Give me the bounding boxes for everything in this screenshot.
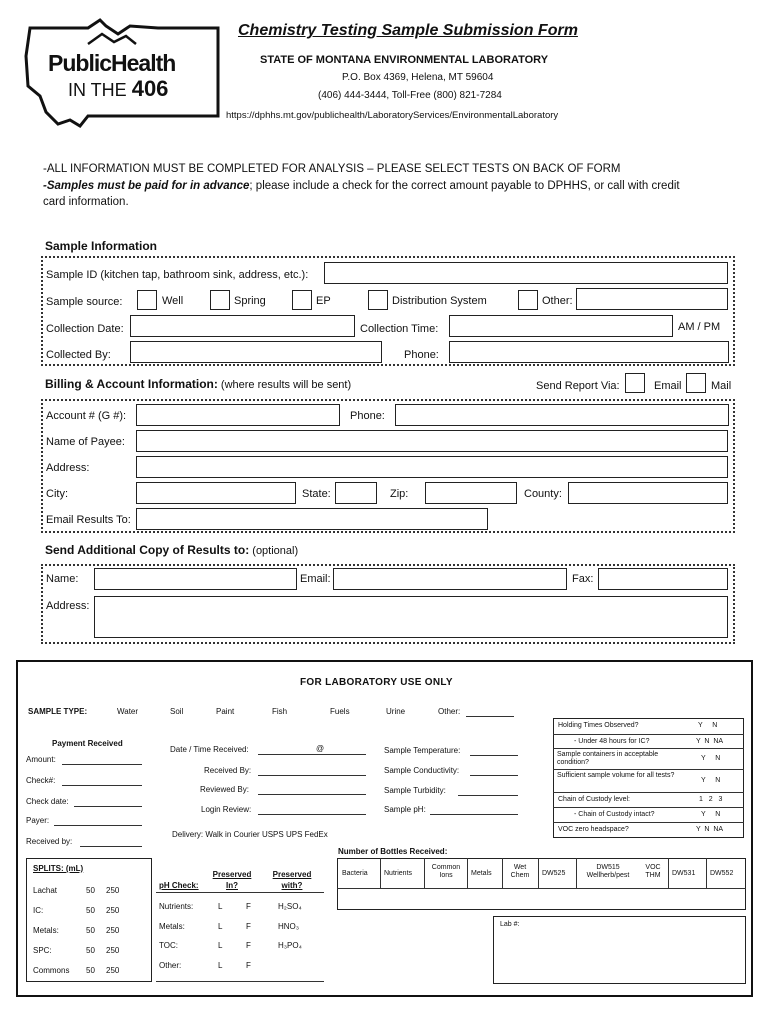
date-time-line[interactable] bbox=[258, 754, 366, 755]
holding-q2-opts[interactable]: Y N NA bbox=[696, 738, 724, 745]
col-metals: Metals bbox=[471, 870, 492, 877]
collected-by-input[interactable] bbox=[130, 341, 382, 363]
at-symbol: @ bbox=[316, 744, 325, 753]
account-label: Account # (G #): bbox=[46, 410, 127, 422]
form-title: Chemistry Testing Sample Submission Form bbox=[238, 22, 578, 39]
notice-rest: ; please include a check for the correct amount payable to DPHHS, or call with credit bbox=[249, 180, 680, 192]
copy-name-label: Name: bbox=[46, 573, 79, 585]
temp-line[interactable] bbox=[470, 755, 518, 756]
mail-checkbox[interactable] bbox=[686, 373, 706, 393]
payee-input[interactable] bbox=[136, 430, 728, 452]
split-lachat-250[interactable]: 250 bbox=[106, 886, 120, 895]
payee-label: Name of Payee: bbox=[46, 436, 125, 448]
logo-line2a: IN THE bbox=[68, 80, 127, 100]
lab-number-box[interactable] bbox=[493, 916, 746, 984]
notice-line1: -ALL INFORMATION MUST BE COMPLETED FOR ANALYSIS – PLEASE SELECT TESTS ON BACK OF FORM bbox=[43, 163, 621, 175]
bottles-heading: Number of Bottles Received: bbox=[338, 847, 448, 856]
ph-nutrients-l[interactable]: L bbox=[218, 902, 223, 911]
org-phone: (406) 444-3444, Toll-Free (800) 821-7284 bbox=[318, 90, 502, 101]
type-other: Other: bbox=[438, 707, 461, 716]
split-spc-50[interactable]: 50 bbox=[86, 946, 95, 955]
sample-type-label: SAMPLE TYPE: bbox=[28, 707, 88, 716]
turb-line[interactable] bbox=[458, 795, 518, 796]
well-label: Well bbox=[162, 295, 184, 307]
other-label: Other: bbox=[542, 295, 573, 307]
report-via-label: Send Report Via: bbox=[536, 380, 620, 392]
other-checkbox[interactable] bbox=[518, 290, 538, 310]
type-fuels: Fuels bbox=[330, 707, 350, 716]
payer-line[interactable] bbox=[54, 825, 142, 826]
holding-q5-opts[interactable]: 1 2 3 bbox=[699, 796, 723, 803]
well-checkbox[interactable] bbox=[137, 290, 157, 310]
date-time-received-label: Date / Time Received: bbox=[170, 745, 249, 754]
city-label: City: bbox=[46, 488, 68, 500]
email-results-input[interactable] bbox=[136, 508, 488, 530]
billing-address-label: Address: bbox=[46, 462, 90, 474]
split-metals: Metals: bbox=[33, 926, 59, 935]
collection-time-input[interactable] bbox=[449, 315, 673, 337]
cond-label: Sample Conductivity: bbox=[384, 766, 460, 775]
state-input[interactable] bbox=[335, 482, 377, 504]
amount-label: Amount: bbox=[26, 755, 56, 764]
holding-q3: Sample containers in acceptable condition? bbox=[557, 751, 659, 766]
ph-toc-f[interactable]: F bbox=[246, 941, 251, 950]
col-nutrients: Nutrients bbox=[384, 870, 413, 877]
col-common-ions: Common Ions bbox=[431, 864, 461, 879]
org-address: P.O. Box 4369, Helena, MT 59604 bbox=[342, 72, 494, 83]
ph-toc: TOC: bbox=[159, 941, 178, 950]
other-source-input[interactable] bbox=[576, 288, 728, 310]
split-lachat-50[interactable]: 50 bbox=[86, 886, 95, 895]
col-dw515: DW515 Wellherb/pest bbox=[586, 864, 630, 879]
holding-q2: - Under 48 hours for IC? bbox=[574, 738, 650, 745]
split-ic-50[interactable]: 50 bbox=[86, 906, 95, 915]
ph-toc-pres: H₃PO₄ bbox=[278, 941, 302, 950]
spring-label: Spring bbox=[234, 295, 266, 307]
ph-metals-l[interactable]: L bbox=[218, 922, 223, 931]
distribution-checkbox[interactable] bbox=[368, 290, 388, 310]
split-commons-50[interactable]: 50 bbox=[86, 966, 95, 975]
type-paint: Paint bbox=[216, 707, 235, 716]
holding-q6-opts[interactable]: Y N bbox=[701, 811, 721, 818]
ph-check-heading: pH Check: bbox=[159, 881, 199, 890]
ph-label: Sample pH: bbox=[384, 805, 426, 814]
type-soil: Soil bbox=[170, 707, 184, 716]
holding-q4-opts[interactable]: Y N bbox=[701, 777, 721, 784]
notice-bold: -Samples must be paid for in advance bbox=[43, 180, 250, 192]
bottles-table bbox=[337, 858, 746, 910]
reviewed-by-label: Reviewed By: bbox=[200, 785, 249, 794]
collection-date-input[interactable] bbox=[130, 315, 355, 337]
billing-phone-input[interactable] bbox=[395, 404, 729, 426]
copy-address-input[interactable] bbox=[94, 596, 728, 638]
preserved-with-heading: Preserved with? bbox=[272, 870, 312, 890]
cond-line[interactable] bbox=[470, 775, 518, 776]
preserved-in-heading: Preserved In? bbox=[212, 870, 252, 890]
notice-line3: card information. bbox=[43, 196, 129, 208]
billing-address-input[interactable] bbox=[136, 456, 728, 478]
mail-option-label: Mail bbox=[711, 380, 732, 392]
ph-nutrients-pres: H₂SO₄ bbox=[278, 902, 302, 911]
check-label: Check#: bbox=[26, 776, 56, 785]
org-name: STATE OF MONTANA ENVIRONMENTAL LABORATORY bbox=[260, 54, 549, 66]
source-label: Sample source: bbox=[46, 296, 123, 308]
col-wet-chem: Wet Chem bbox=[510, 864, 530, 879]
logo-line2b: 406 bbox=[131, 76, 169, 101]
received-by-pay-line[interactable] bbox=[80, 846, 142, 847]
logo bbox=[18, 16, 223, 131]
holding-q7-opts[interactable]: Y N NA bbox=[696, 826, 724, 833]
type-urine: Urine bbox=[386, 707, 406, 716]
split-metals-50[interactable]: 50 bbox=[86, 926, 95, 935]
delivery-label: Delivery: Walk in Courier USPS UPS FedEx bbox=[172, 830, 328, 839]
ph-other-f[interactable]: F bbox=[246, 961, 251, 970]
holding-q4: Sufficient sample volume for all tests? bbox=[557, 772, 675, 779]
copy-heading: Send Additional Copy of Results to: bbox=[45, 543, 250, 557]
temp-label: Sample Temperature: bbox=[384, 746, 461, 755]
check-line[interactable] bbox=[62, 785, 142, 786]
email-option-label: Email bbox=[654, 380, 682, 392]
ep-checkbox[interactable] bbox=[292, 290, 312, 310]
logo-line1: PublicHealth bbox=[48, 50, 176, 76]
login-review-line[interactable] bbox=[258, 814, 366, 815]
ph-other: Other: bbox=[159, 961, 182, 970]
state-label: State: bbox=[302, 488, 331, 500]
type-fish: Fish bbox=[272, 707, 288, 716]
col-dw525: DW525 bbox=[542, 870, 566, 877]
zip-label: Zip: bbox=[390, 488, 409, 500]
lab-number-label: Lab #: bbox=[500, 921, 520, 928]
billing-sub: (where results will be sent) bbox=[217, 379, 352, 391]
splits-heading: SPLITS: (mL) bbox=[33, 864, 84, 873]
holding-q5: Chain of Custody level: bbox=[558, 796, 630, 803]
received-by-line[interactable] bbox=[258, 775, 366, 776]
ph-other-l[interactable]: L bbox=[218, 961, 223, 970]
copy-name-input[interactable] bbox=[94, 568, 297, 590]
split-ic-250[interactable]: 250 bbox=[106, 906, 120, 915]
col-bacteria: Bacteria bbox=[342, 870, 368, 877]
county-input[interactable] bbox=[568, 482, 728, 504]
billing-heading: Billing & Account Information: bbox=[45, 377, 218, 391]
holding-q3-opts[interactable]: Y N bbox=[701, 755, 721, 762]
payer-label: Payer: bbox=[26, 816, 50, 825]
collection-time-label: Collection Time: bbox=[360, 323, 439, 335]
copy-email-label: Email: bbox=[300, 573, 331, 585]
city-input[interactable] bbox=[136, 482, 296, 504]
ampm-label: AM / PM bbox=[678, 321, 721, 333]
reviewed-by-line[interactable] bbox=[258, 794, 366, 795]
copy-sub: (optional) bbox=[249, 545, 299, 557]
collector-phone-input[interactable] bbox=[449, 341, 729, 363]
sample-id-input[interactable] bbox=[324, 262, 728, 284]
copy-address-label: Address: bbox=[46, 600, 90, 612]
received-by-pay-label: Received by: bbox=[26, 837, 73, 846]
county-label: County: bbox=[524, 488, 562, 500]
ph-metals-f[interactable]: F bbox=[246, 922, 251, 931]
split-commons-250[interactable]: 250 bbox=[106, 966, 120, 975]
split-spc-250[interactable]: 250 bbox=[106, 946, 120, 955]
ph-line[interactable] bbox=[430, 814, 518, 815]
billing-phone-label: Phone: bbox=[350, 410, 385, 422]
ph-nutrients: Nutrients: bbox=[159, 902, 194, 911]
ph-nutrients-f[interactable]: F bbox=[246, 902, 251, 911]
ph-metals: Metals: bbox=[159, 922, 185, 931]
collector-phone-label: Phone: bbox=[404, 349, 439, 361]
col-dw552: DW552 bbox=[710, 870, 734, 877]
zip-input[interactable] bbox=[425, 482, 517, 504]
ph-toc-l[interactable]: L bbox=[218, 941, 223, 950]
holding-q1-opts[interactable]: Y N bbox=[698, 722, 718, 729]
payment-heading: Payment Received bbox=[52, 739, 123, 748]
copy-fax-input[interactable] bbox=[598, 568, 728, 590]
type-other-line[interactable] bbox=[466, 716, 514, 717]
email-checkbox[interactable] bbox=[625, 373, 645, 393]
distribution-label: Distribution System bbox=[392, 295, 487, 307]
turb-label: Sample Turbidity: bbox=[384, 786, 446, 795]
split-ic: IC: bbox=[33, 906, 44, 915]
sample-id-label: Sample ID (kitchen tap, bathroom sink, address, etc.): bbox=[46, 269, 309, 281]
split-metals-250[interactable]: 250 bbox=[106, 926, 120, 935]
split-commons: Commons bbox=[33, 966, 70, 975]
account-input[interactable] bbox=[136, 404, 340, 426]
split-spc: SPC: bbox=[33, 946, 52, 955]
login-review-label: Login Review: bbox=[201, 805, 252, 814]
check-date-label: Check date: bbox=[26, 797, 69, 806]
type-water: Water bbox=[117, 707, 139, 716]
col-voc-thm: VOC THM bbox=[645, 864, 661, 879]
email-results-label: Email Results To: bbox=[46, 514, 131, 526]
copy-email-input[interactable] bbox=[333, 568, 567, 590]
col-dw531: DW531 bbox=[672, 870, 696, 877]
spring-checkbox[interactable] bbox=[210, 290, 230, 310]
amount-line[interactable] bbox=[62, 764, 142, 765]
holding-q7: VOC zero headspace? bbox=[558, 826, 629, 833]
ph-metals-pres: HNO₃ bbox=[278, 922, 300, 931]
received-by-label: Received By: bbox=[204, 766, 252, 775]
split-lachat: Lachat bbox=[33, 886, 58, 895]
org-url: https://dphhs.mt.gov/publichealth/LaboratoryServices/EnvironmentalLaboratory bbox=[226, 110, 559, 121]
holding-q1: Holding Times Observed? bbox=[558, 722, 639, 729]
copy-fax-label: Fax: bbox=[572, 573, 594, 585]
splits-box bbox=[26, 858, 152, 982]
collection-date-label: Collection Date: bbox=[46, 323, 124, 335]
holding-q6: - Chain of Custody intact? bbox=[574, 811, 655, 818]
sample-heading: Sample Information bbox=[45, 239, 158, 253]
check-date-line[interactable] bbox=[74, 806, 142, 807]
lab-title: FOR LABORATORY USE ONLY bbox=[300, 677, 453, 688]
ep-label: EP bbox=[316, 295, 331, 307]
collected-by-label: Collected By: bbox=[46, 349, 111, 361]
